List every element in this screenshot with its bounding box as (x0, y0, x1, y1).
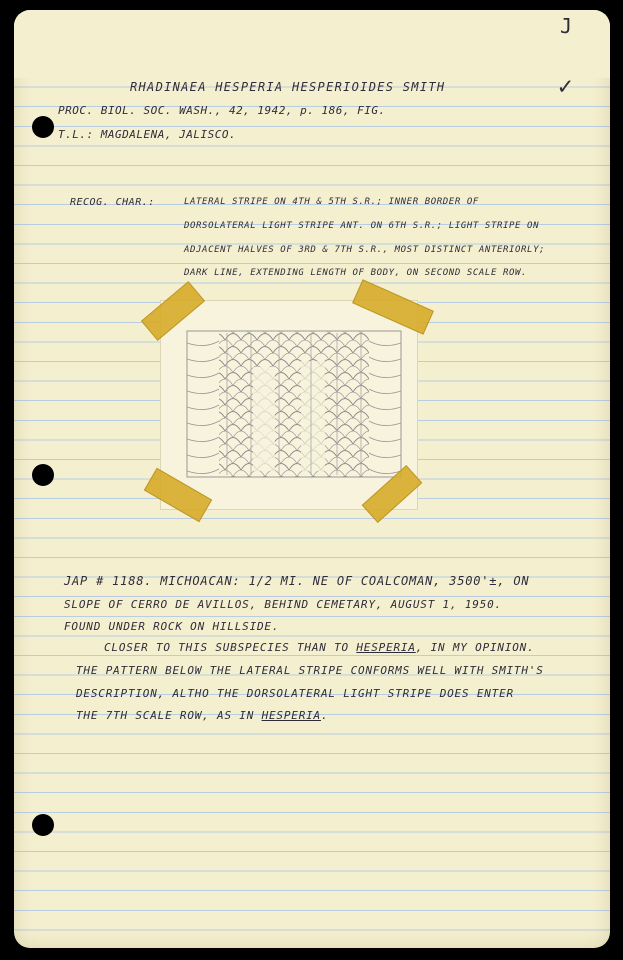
citation: PROC. BIOL. SOC. WASH., 42, 1942, p. 186, FIG. (58, 104, 386, 117)
field-note-line: DESCRIPTION, ALTHO THE DORSOLATERAL LIGHT STRIPE DOES ENTER (76, 687, 514, 700)
note-text: . (320, 709, 329, 722)
recognition-line: DARK LINE, EXTENDING LENGTH OF BODY, ON SECOND SCALE ROW. (184, 268, 528, 278)
card-header-band (14, 10, 610, 78)
corner-mark: J (560, 14, 573, 38)
note-text: THE 7TH SCALE ROW, AS IN (76, 709, 262, 722)
binder-hole-bottom (32, 814, 54, 836)
field-note-line (76, 709, 328, 722)
species-name-underlined: HESPERIA (261, 709, 321, 722)
binder-hole-middle (32, 464, 54, 486)
field-note-line (104, 641, 535, 654)
note-text: , IN MY OPINION. (415, 641, 535, 654)
recognition-line: DORSOLATERAL LIGHT STRIPE ANT. ON 6TH S.R.; LIGHT STRIPE ON (184, 221, 540, 231)
recognition-label: RECOG. CHAR.: (70, 197, 155, 208)
field-note-line: JAP # 1188. MICHOACAN: 1/2 MI. NE OF COALCOMAN, 3500'±, ON (64, 574, 530, 588)
binder-hole-top (32, 116, 54, 138)
note-text: CLOSER TO THIS SUBSPECIES THAN TO (104, 641, 357, 654)
type-locality: T.L.: MAGDALENA, JALISCO. (58, 128, 237, 141)
recognition-line: LATERAL STRIPE ON 4TH & 5TH S.R.; INNER BORDER OF (184, 197, 479, 207)
field-note-line: FOUND UNDER ROCK ON HILLSIDE. (64, 620, 280, 633)
check-mark-icon: ✓ (558, 72, 573, 100)
field-note-line: SLOPE OF CERRO DE AVILLOS, BEHIND CEMETARY, AUGUST 1, 1950. (64, 598, 502, 611)
scale-pattern-sketch (160, 300, 418, 510)
species-title: RHADINAEA HESPERIA HESPERIOIDES SMITH (130, 80, 446, 94)
field-note-line: THE PATTERN BELOW THE LATERAL STRIPE CONFORMS WELL WITH SMITH'S (76, 664, 544, 677)
scale-pattern-drawing (161, 301, 417, 509)
recognition-line: ADJACENT HALVES OF 3RD & 7TH S.R., MOST DISTINCT ANTERIORLY; (184, 245, 546, 255)
species-name-underlined: HESPERIA (356, 641, 416, 654)
